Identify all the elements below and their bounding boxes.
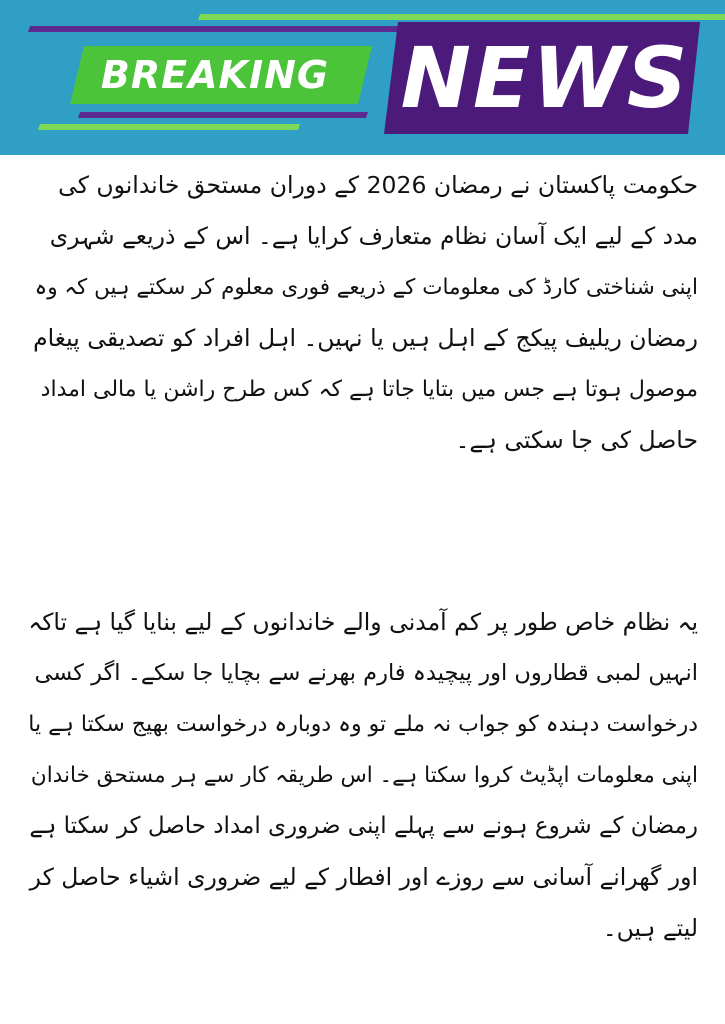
paragraph-line: حاصل کی جا سکتی ہے۔ [455,426,698,454]
paragraph-line: رمضان کے شروع ہونے سے پہلے اپنی ضروری امداد حاصل کر سکتا ہے [29,813,698,839]
paragraph-line: حکومت پاکستان نے رمضان 2026 کے دوران مستحق خاندانوں کی [58,171,698,199]
banner-stripe-bottom-green [38,124,300,130]
paragraph-line: اور گھرانے آسانی سے روزے اور افطار کے لیے ضروری اشیاء حاصل کر [29,863,698,891]
breaking-news-banner [0,0,725,155]
paragraph-line: انہیں لمبی قطاروں اور پیچیدہ فارم بھرنے سے بچایا جا سکے۔ اگر کسی [34,660,698,686]
news-label: NEWS [400,29,690,127]
paragraph-line: مدد کے لیے ایک آسان نظام متعارف کرایا ہے۔ اس کے ذریعے شہری [49,222,698,250]
paragraph-line: یہ نظام خاص طور پر کم آمدنی والے خاندانوں کے لیے بنایا گیا ہے تاکہ [28,608,698,636]
article-body [28,160,698,1020]
banner-stripe-bottom-purple [78,112,368,118]
paragraph-2 [28,597,698,954]
paragraph-line: اپنی شناختی کارڈ کی معلومات کے ذریعے فوری معلوم کر سکتے ہیں کہ وہ [34,275,698,300]
paragraph-1 [28,160,698,466]
paragraph-line: درخواست دہندہ کو جواب نہ ملے تو وہ دوبارہ درخواست بھیج سکتا ہے یا [28,712,698,737]
breaking-label: BREAKING [100,53,330,97]
paragraph-line: اپنی معلومات اپڈیٹ کروا سکتا ہے۔ اس طریقہ کار سے ہر مستحق خاندان [30,763,698,788]
paragraph-line: رمضان ریلیف پیکج کے اہل ہیں یا نہیں۔ اہل افراد کو تصدیقی پیغام [33,324,698,352]
paragraph-line: لیتے ہیں۔ [602,914,698,942]
paragraph-line: موصول ہوتا ہے جس میں بتایا جاتا ہے کہ کس طرح راشن یا مالی امداد [40,377,698,402]
banner-stripe-top-green [198,14,725,20]
